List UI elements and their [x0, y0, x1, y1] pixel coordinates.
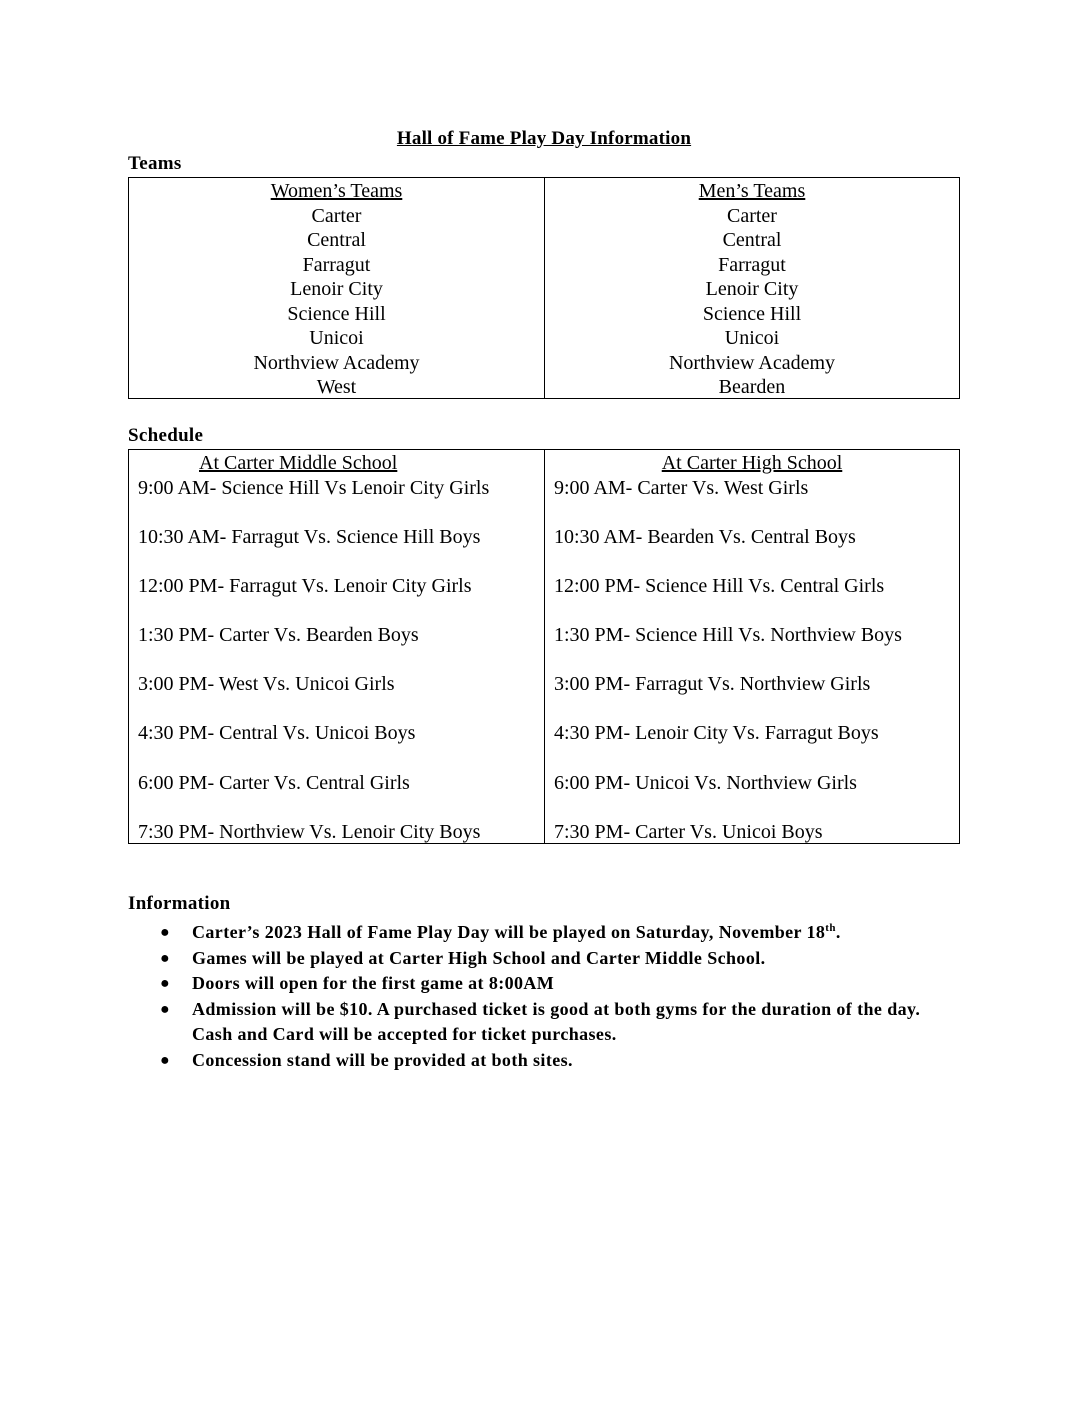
schedule-game: 12:00 PM- Farragut Vs. Lenoir City Girls [138, 574, 472, 597]
mens-team-item: Science Hill [702, 302, 802, 325]
teams-heading: Teams [128, 153, 182, 174]
information-item [160, 920, 950, 946]
mens-team-item: Central [722, 229, 782, 251]
schedule-game: 6:00 PM- Carter Vs. Central Girls [138, 771, 410, 794]
schedule-game: 10:30 AM- Bearden Vs. Central Boys [554, 525, 856, 548]
bullet-icon: ● [160, 924, 171, 941]
womens-team-item: Carter [311, 204, 362, 227]
bullet-icon: ● [160, 975, 171, 992]
page-title: Hall of Fame Play Day Information [396, 128, 692, 149]
womens-team-item: Farragut [302, 253, 371, 276]
schedule-game: 9:00 AM- Science Hill Vs Lenoir City Girls [138, 476, 490, 499]
information-item-text: Concession stand will be provided at both sites. [192, 1049, 573, 1070]
womens-team-item: Unicoi [309, 327, 364, 349]
schedule-game: 3:00 PM- Farragut Vs. Northview Girls [554, 673, 871, 696]
schedule-game: 7:30 PM- Northview Vs. Lenoir City Boys [138, 820, 481, 843]
mens-team-item: Unicoi [724, 327, 780, 349]
womens-teams-header: Women’s Teams [270, 180, 403, 202]
mens-team-item: Carter [727, 204, 777, 227]
high-school-header: At Carter High School [661, 452, 843, 474]
schedule-game: 12:00 PM- Science Hill Vs. Central Girls [554, 574, 885, 597]
bullet-icon: ● [160, 949, 171, 967]
mens-teams-header: Men’s Teams [698, 180, 806, 202]
schedule-table [128, 449, 960, 844]
schedule-game: 6:00 PM- Unicoi Vs. Northview Girls [554, 771, 857, 794]
information-item-text: Admission will be $10. A purchased ticket is good at both gyms for the duration of the day. Cash and Card will be accepted for ticket purchases. [192, 998, 921, 1044]
schedule-game: 1:30 PM- Science Hill Vs. Northview Boys [554, 624, 902, 647]
information-list [160, 920, 950, 1073]
mens-team-item: Bearden [718, 376, 786, 398]
womens-team-item: Northview Academy [253, 351, 420, 374]
mens-team-item: Northview Academy [668, 351, 836, 374]
middle-school-header: At Carter Middle School [199, 452, 398, 474]
schedule-game: 7:30 PM- Carter Vs. Unicoi Boys [554, 820, 823, 843]
mens-teams-column [544, 178, 959, 398]
schedule-game: 1:30 PM- Carter Vs. Bearden Boys [138, 624, 419, 647]
information-item-text: Games will be played at Carter High School and Carter Middle School. [192, 947, 766, 968]
information-item [160, 971, 950, 997]
schedule-game: 10:30 AM- Farragut Vs. Science Hill Boys [138, 525, 481, 548]
ordinal-suffix: th [825, 922, 836, 934]
information-item [160, 1048, 950, 1074]
schedule-game: 9:00 AM- Carter Vs. West Girls [554, 476, 809, 499]
schedule-heading: Schedule [128, 425, 204, 446]
schedule-game: 4:30 PM- Lenoir City Vs. Farragut Boys [554, 722, 879, 745]
sentence-end: . [835, 922, 841, 942]
mens-team-item: Farragut [718, 253, 786, 276]
teams-table [128, 177, 960, 399]
high-school-column [544, 450, 959, 843]
womens-team-item: West [316, 376, 357, 398]
womens-team-item: Lenoir City [290, 278, 383, 300]
womens-team-item: Science Hill [287, 302, 386, 325]
information-item [160, 997, 950, 1048]
information-item-text: Carter’s 2023 Hall of Fame Play Day will be played on Saturday, November 18 [192, 922, 826, 942]
schedule-game: 4:30 PM- Central Vs. Unicoi Boys [138, 722, 416, 745]
information-heading: Information [128, 893, 231, 914]
mens-team-item: Lenoir City [705, 278, 799, 300]
womens-team-item: Central [307, 229, 366, 251]
information-item [160, 946, 950, 972]
womens-teams-column [129, 178, 544, 398]
schedule-game: 3:00 PM- West Vs. Unicoi Girls [138, 673, 395, 696]
middle-school-column [129, 450, 544, 843]
bullet-icon: ● [160, 1051, 171, 1069]
information-item-text: Doors will open for the first game at 8:00AM [192, 973, 555, 993]
bullet-icon: ● [160, 1000, 171, 1018]
